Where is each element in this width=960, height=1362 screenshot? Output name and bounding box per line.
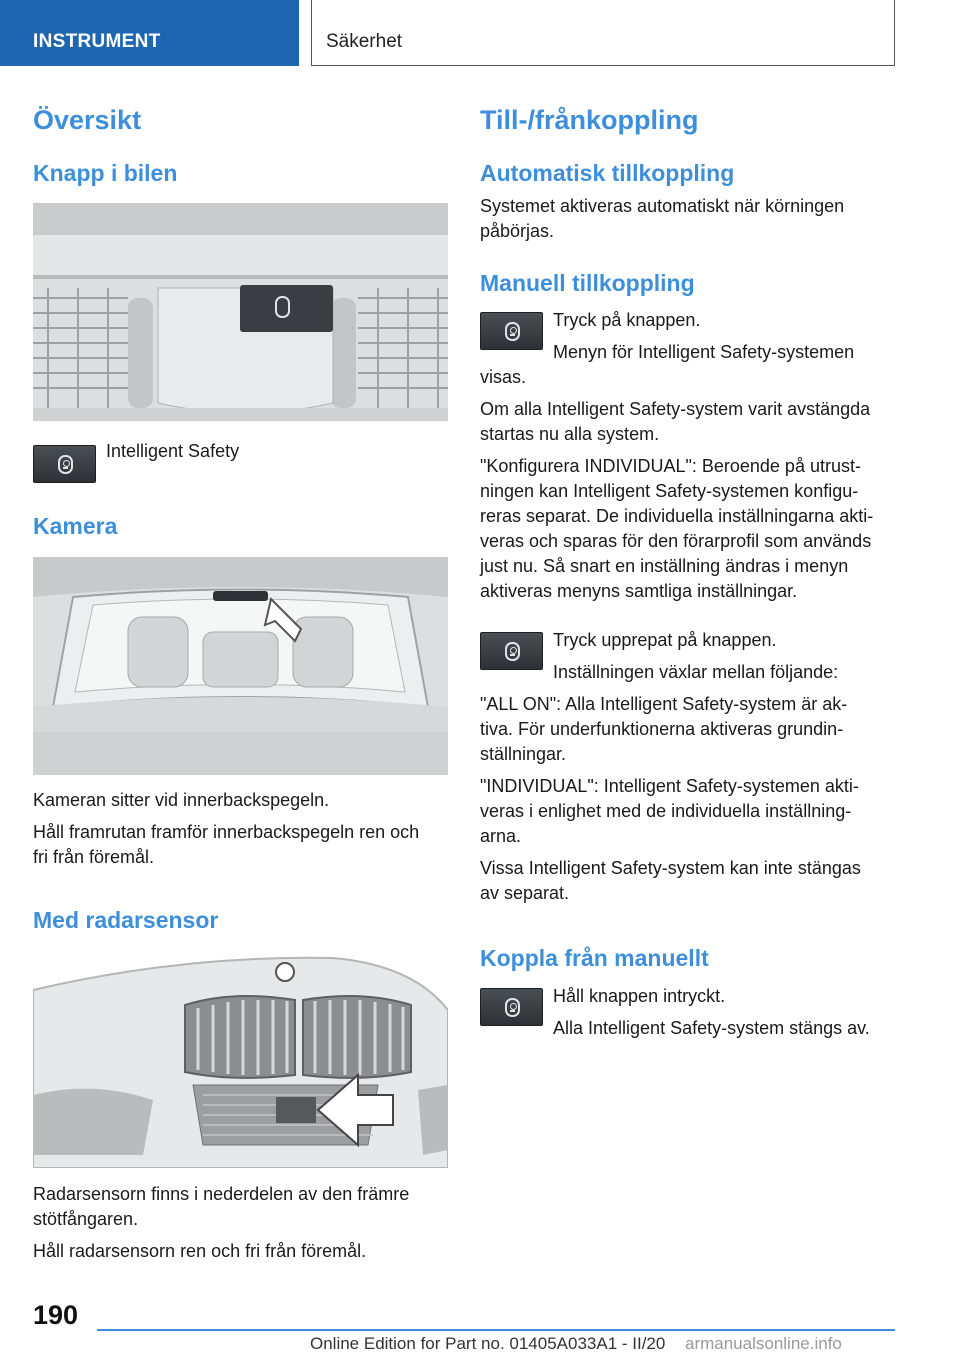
configure-text-line-6: aktiveras menyns samtliga inställningar. [480,581,798,601]
page-number: 190 [33,1300,79,1330]
edition-text: Online Edition for Part no. 01405A033A1 - II/20 [310,1334,666,1353]
toggle-title: Till-/frånkoppling [480,105,699,135]
button-caption: Intelligent Safety [106,441,240,461]
kamera-text-2b: fri från föremål. [33,847,155,867]
manual-text-1a: Om alla Intelligent Safety-system varit avstängda [480,399,871,419]
radar-text-1b: stötfångaren. [33,1209,139,1229]
manual-heading: Manuell tillkoppling [480,270,695,296]
vissa-line-1: Vissa Intelligent Safety-system kan inte stängas [480,858,861,878]
knapp-heading: Knapp i bilen [33,160,178,186]
intelligent-safety-button-icon [33,445,96,483]
individual-line-3: arna. [480,826,522,846]
vissa-line-2: av separat. [480,883,570,903]
kamera-heading: Kamera [33,513,118,539]
dashboard-button-figure [33,203,448,421]
allon-line-1: "ALL ON": Alla Intelligent Safety-system är ak- [480,694,848,714]
radar-text-2: Håll radarsensorn ren och fri från föremål. [33,1241,367,1261]
configure-text-line-1: "Konfigurera INDIVIDUAL": Beroende på utrust- [480,456,861,476]
auto-heading: Automatisk tillkoppling [480,160,735,186]
kamera-text-2a: Håll framrutan framför innerbackspegeln ren och [33,822,420,842]
allon-line-2: tiva. För underfunktionerna aktiveras grundin- [480,719,844,739]
kamera-text-1: Kameran sitter vid innerbackspegeln. [33,790,330,810]
manual-step-2a: Menyn för Intelligent Safety-systemen [553,342,855,362]
radar-sensor-figure [33,950,448,1168]
repeat-step-2: Inställningen växlar mellan följande: [553,662,839,682]
off-step-1: Håll knappen intryckt. [553,986,726,1006]
off-step-2: Alla Intelligent Safety-system stängs av. [553,1018,870,1038]
allon-line-3: ställningar. [480,744,567,764]
configure-text-line-3: reras separat. De individuella inställningarna akti- [480,506,874,526]
chapter-tab [0,0,299,66]
off-heading: Koppla från manuellt [480,945,709,971]
radar-text-1a: Radarsensorn finns i nederdelen av den främre [33,1184,410,1204]
intelligent-safety-button-icon [480,988,543,1026]
manual-step-2b: visas. [480,367,527,387]
individual-line-2: veras i enlighet med de individuella inställning- [480,801,852,821]
section-label: Säkerhet [326,31,403,52]
camera-figure [33,557,448,775]
auto-text-a: Systemet aktiveras automatiskt när körningen [480,196,845,216]
configure-text-line-4: veras och sparas för den förarprofil som används [480,531,872,551]
overview-title: Översikt [33,105,142,135]
section-box [311,0,895,66]
auto-text-b: påbörjas. [480,221,555,241]
manual-step-1: Tryck på knappen. [553,310,701,330]
individual-line-1: "INDIVIDUAL": Intelligent Safety-systemen akti- [480,776,859,796]
radar-heading: Med radarsensor [33,907,219,933]
repeat-step-1: Tryck upprepat på knappen. [553,630,777,650]
configure-text-line-2: ningen kan Intelligent Safety-systemen konfigu- [480,481,859,501]
configure-text-line-5: just nu. Så snart en inställning ändras i menyn [480,556,849,576]
manual-text-1b: startas nu alla system. [480,424,660,444]
intelligent-safety-button-icon [480,312,543,350]
footer-rule [97,1329,895,1331]
watermark: armanualsonline.info [685,1334,842,1353]
chapter-label: INSTRUMENT [33,31,161,52]
intelligent-safety-button-icon [480,632,543,670]
